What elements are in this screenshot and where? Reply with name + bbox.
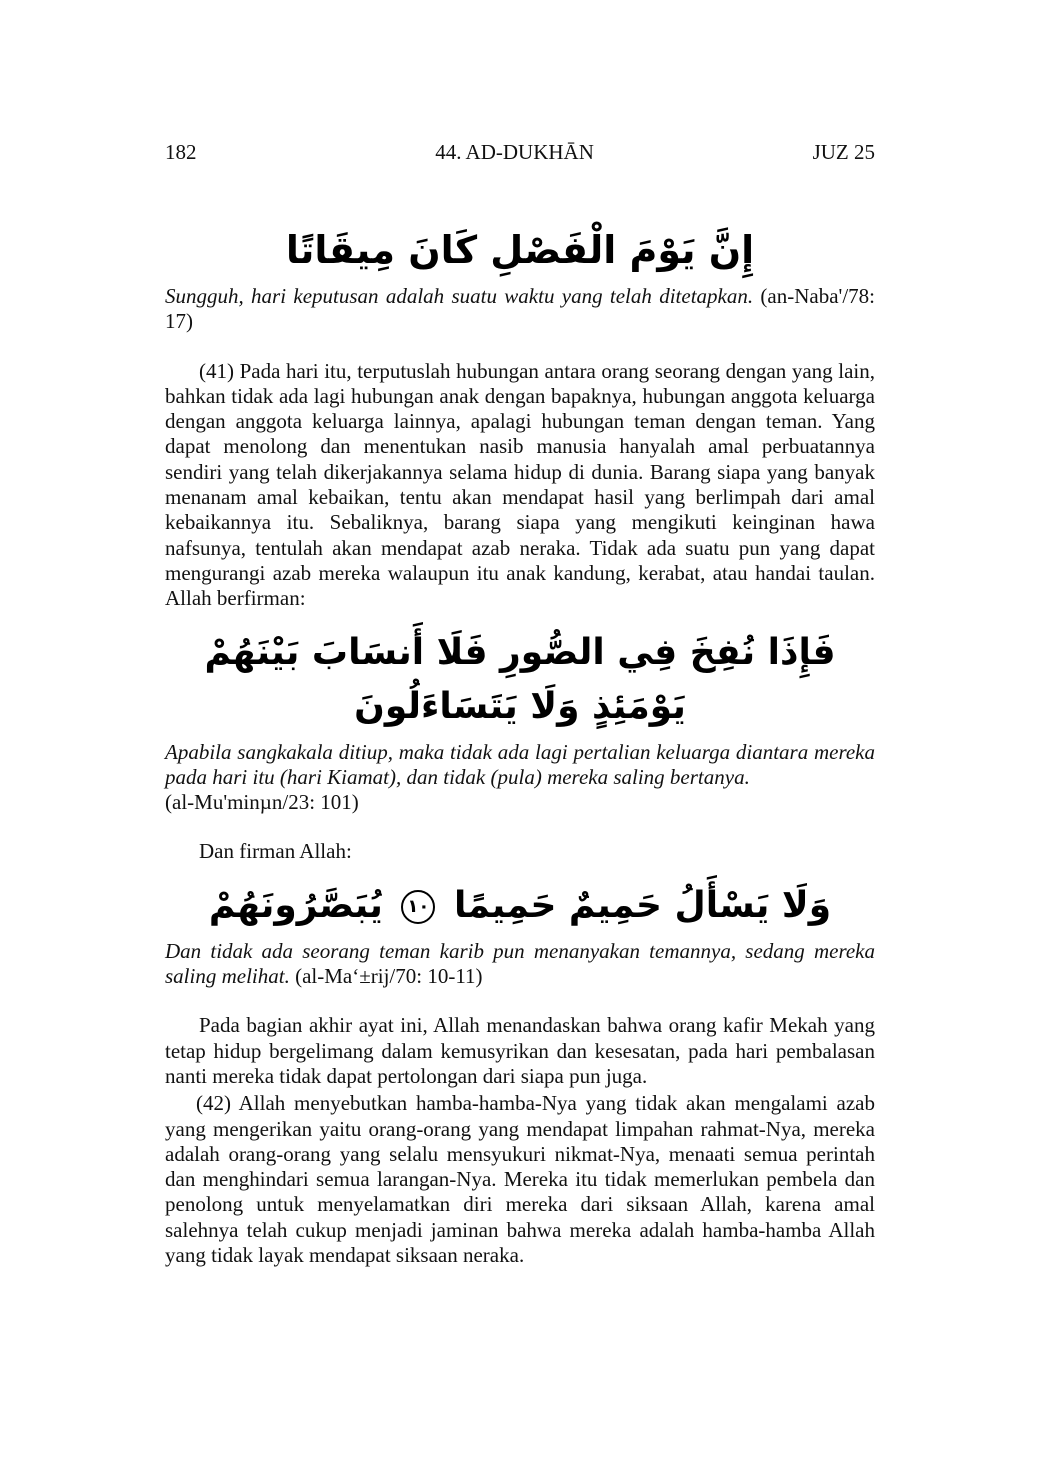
firman-intro: Dan firman Allah:	[199, 839, 352, 864]
translation-muminun-ref: (al-Mu'minµn/23: 101)	[165, 790, 359, 815]
translation-muminun	[165, 740, 875, 816]
surah-title: 44. AD-DUKHĀN	[435, 140, 594, 164]
ayah-number-marker: ١٠	[401, 890, 435, 924]
page-content	[165, 140, 875, 1268]
translation-muminun-text: Apabila sangkakala ditiup, maka tidak ada lagi pertalian keluarga diantara mereka pada hari itu (hari Kiamat), dan tidak (pula) mereka saling bertanya.	[165, 739, 875, 789]
arabic-verse-naba: إِنَّ يَوْمَ الْفَصْلِ كَانَ مِيقَاتًا	[285, 228, 755, 272]
arabic-verse-maarij	[165, 879, 875, 933]
paragraph-42: (42) Allah menyebutkan hamba-hamba-Nya yang tidak akan mengalami azab yang mengerikan yaitu orang-orang yang mendapat limpahan rahmat-Nya, mereka adalah orang-orang yang selalu mensyukuri nikmat-Nya, menaati semua perintah dan menghindari semua larangan-Nya. Mereka itu tidak memerlukan pembela dan penolong untuk menyelamatkan diri mereka dari siksaan Allah, karena amal salehnya telah cukup menjadi jaminan bahwa mereka adalah hamba-hamba Allah yang tidak layak mendapat siksaan neraka.	[165, 1091, 875, 1268]
page-number: 182	[165, 140, 197, 164]
arabic-verse-maarij-part2: يُبَصَّرُونَهُمْ	[208, 884, 383, 926]
paragraph-41: (41) Pada hari itu, terputuslah hubungan antara orang seorang dengan yang lain, bahkan tidak ada lagi hubungan anak dengan bapaknya, hubungan anggota keluarga dengan anggota keluarga lainnya, apalagi hubungan teman dengan teman. Yang dapat menolong dan menentukan nasib manusia hanyalah amal perbuatannya sendiri yang telah dikerjakannya selama hidup di dunia. Barang siapa yang banyak menanam amal kebaikan, tentu akan mendapat hasil yang berlimpah dari amal kebaikannya itu. Sebaliknya, barang siapa yang mengikuti keinginan hawa nafsunya, tentulah akan mendapat azab neraka. Tidak ada suatu pun yang dapat mengurangi azab mereka walaupun itu anak kandung, kerabat, atau handai taulan. Allah berfirman:	[165, 358, 875, 611]
paragraph-closing: Pada bagian akhir ayat ini, Allah menandaskan bahwa orang kafir Mekah yang tetap hidup bergelimang dalam kemusyrikan dan kesesatan, pada hari pembalasan nanti mereka tidak dapat pertolongan dari siapa pun juga.	[165, 1013, 875, 1088]
arabic-verse-muminun: فَإِذَا نُفِخَ فِي الصُّورِ فَلَا أَنسَابَ بَيْنَهُمْ يَوْمَئِذٍ وَلَا يَتَسَاءَلُونَ	[204, 631, 836, 727]
translation-naba-ref: (an-Naba'/78: 17)	[165, 284, 875, 334]
juz-label: JUZ 25	[812, 140, 875, 164]
translation-maarij	[165, 939, 875, 990]
page-header	[165, 140, 875, 174]
translation-naba	[165, 284, 875, 335]
translation-maarij-text: Dan tidak ada seorang teman karib pun menanyakan temannya, sedang mereka saling melihat.	[165, 938, 875, 989]
translation-maarij-ref: (al-Ma‘±rij/70: 10-11)	[289, 964, 483, 989]
arabic-verse-maarij-part1: وَلَا يَسْأَلُ حَمِيمٌ حَمِيمًا	[453, 884, 832, 926]
translation-naba-text: Sungguh, hari keputusan adalah suatu waktu yang telah ditetapkan.	[165, 284, 754, 308]
